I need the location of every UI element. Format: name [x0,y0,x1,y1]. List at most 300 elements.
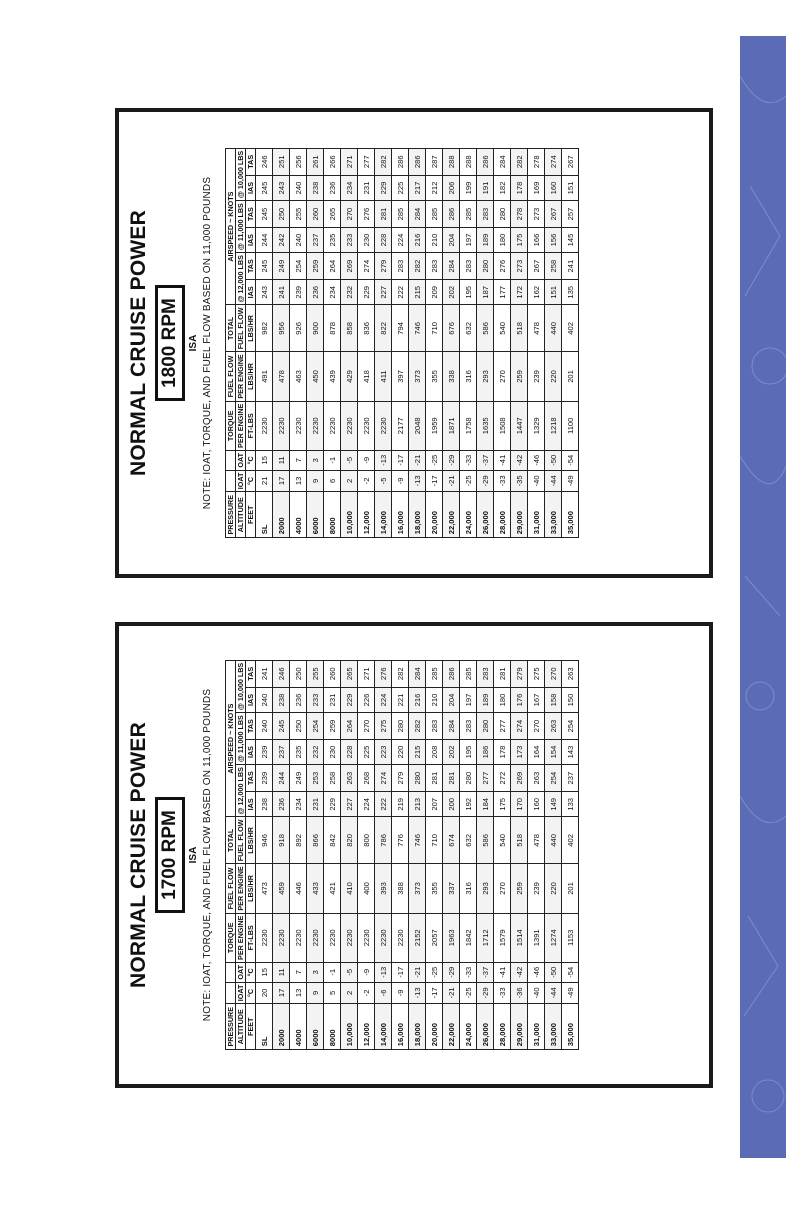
table-cell: 283 [460,253,477,280]
table-cell: 2230 [290,401,307,450]
table-cell: 267 [528,253,545,280]
table-cell: 9 [307,982,324,1004]
table-cell: 286 [443,660,460,687]
table-cell: -44 [545,982,562,1004]
table-cell: 822 [375,305,392,352]
table-cell: 280 [392,713,409,740]
table-cell: 224 [392,227,409,252]
table-cell: 400 [358,864,375,913]
table-row [307,148,324,537]
table-cell: 1758 [460,401,477,450]
table-cell: 232 [307,739,324,764]
table-cell: 17 [273,470,290,492]
table-cell: 491 [256,352,273,401]
table-cell: 227 [341,792,358,817]
table-row [528,660,545,1049]
table-cell: 143 [562,739,579,764]
altitude-cell: 14,000 [375,492,392,538]
table-cell: 1100 [562,401,579,450]
table-cell: -29 [443,450,460,470]
column-header: PER ENGINE [236,401,246,450]
table-cell: 244 [256,227,273,252]
table-cell: 260 [307,201,324,228]
column-header: LBS/HR [246,352,256,401]
table-cell: 263 [341,765,358,792]
column-header: TOTAL [226,305,236,352]
table-cell: 220 [545,864,562,913]
table-cell: 285 [460,660,477,687]
altitude-cell: 10,000 [341,1004,358,1050]
table-cell: 240 [290,175,307,200]
table-cell: 261 [307,148,324,175]
table-cell: -33 [494,470,511,492]
table-cell: 150 [562,687,579,712]
table-cell: 207 [426,792,443,817]
table-cell: 402 [562,305,579,352]
table-cell: 337 [443,864,460,913]
column-header: @ 10,000 LBS [236,148,246,200]
table-cell: 946 [256,817,273,864]
table-cell: 282 [511,148,528,175]
table-cell: 286 [443,201,460,228]
table-cell: 221 [392,687,409,712]
table-cell: 172 [511,280,528,305]
table-cell: 223 [375,739,392,764]
table-cell: 246 [273,660,290,687]
table-cell: -40 [528,470,545,492]
table-cell: 259 [511,864,528,913]
table-cell: -46 [528,450,545,470]
altitude-cell: 28,000 [494,492,511,538]
altitude-cell: 16,000 [392,1004,409,1050]
table-cell: 191 [477,175,494,200]
table-cell: -5 [375,470,392,492]
table-cell: 245 [256,253,273,280]
table-cell: 255 [290,201,307,228]
table-cell: 450 [307,352,324,401]
table-cell: 154 [545,739,562,764]
table-cell: 463 [290,352,307,401]
table-cell: 158 [545,687,562,712]
table-cell: 282 [409,713,426,740]
table-cell: 2230 [375,913,392,962]
table-cell: 180 [494,227,511,252]
column-header: IAS [246,175,256,200]
table-cell: 237 [307,227,324,252]
table-cell: 225 [358,739,375,764]
table-cell: 278 [511,201,528,228]
column-header: AIRSPEED ~ KNOTS [226,148,236,305]
table-cell: 878 [324,305,341,352]
altitude-cell: 20,000 [426,1004,443,1050]
table-cell: 229 [375,175,392,200]
table-cell: 280 [477,713,494,740]
table-cell: 2230 [392,913,409,962]
table-cell: 285 [460,201,477,228]
table-cell: 446 [290,864,307,913]
column-header: LBS/HR [246,864,256,913]
table-cell: 982 [256,305,273,352]
table-cell: 13 [290,982,307,1004]
table-cell: -13 [409,470,426,492]
table-cell: 1959 [426,401,443,450]
table-cell: 199 [460,175,477,200]
table-cell: 240 [256,687,273,712]
table-cell: 20 [256,982,273,1004]
table-cell: 273 [511,253,528,280]
table-cell: 276 [358,201,375,228]
table-row [545,660,562,1049]
table-cell: 820 [341,817,358,864]
table-cell: 287 [426,148,443,175]
table-cell: 421 [324,864,341,913]
table-cell: 244 [273,765,290,792]
header-row [236,660,246,1049]
table-cell: 251 [273,148,290,175]
altitude-cell: 2000 [273,492,290,538]
table-cell: -42 [511,450,528,470]
table-cell: 236 [290,687,307,712]
header-row [226,148,236,537]
column-header: IAS [246,739,256,764]
table-cell: 283 [426,253,443,280]
table-cell: 270 [528,713,545,740]
table-cell: 518 [511,305,528,352]
altitude-cell: 26,000 [477,1004,494,1050]
table-cell: 283 [460,713,477,740]
table-cell: 540 [494,305,511,352]
altitude-cell: 35,000 [562,1004,579,1050]
table-row [307,660,324,1049]
performance-table [225,148,579,538]
table-row [290,660,307,1049]
table-cell: 236 [307,280,324,305]
table-cell: 2177 [392,401,409,450]
table-cell: 280 [494,201,511,228]
table-cell: 237 [273,739,290,764]
column-header: FT-LBS [246,913,256,962]
table-cell: 279 [511,660,528,687]
table-row [426,660,443,1049]
table-cell: 178 [511,175,528,200]
table-cell: -2 [358,982,375,1004]
table-cell: 280 [477,253,494,280]
table-cell: -17 [426,470,443,492]
table-cell: 800 [358,817,375,864]
table-cell: -5 [341,962,358,982]
table-cell: 418 [358,352,375,401]
table-cell: 388 [392,864,409,913]
table-cell: 270 [494,864,511,913]
table-cell: 263 [528,765,545,792]
note-text: NOTE: IOAT, TORQUE, AND FUEL FLOW BASED ON 11,000 POUNDS [202,176,213,510]
table-cell: 411 [375,352,392,401]
table-cell: 209 [426,280,443,305]
table-cell: 293 [477,352,494,401]
column-header: @ 11,000 LBS [236,713,246,765]
altitude-cell: 4000 [290,1004,307,1050]
table-cell: 192 [460,792,477,817]
table-cell: 231 [358,175,375,200]
table-cell: 222 [375,792,392,817]
table-cell: 186 [477,739,494,764]
altitude-cell: 6000 [307,492,324,538]
table-cell: 195 [460,280,477,305]
table-cell: 201 [562,864,579,913]
column-header: IOAT [236,470,246,492]
table-cell: 245 [273,713,290,740]
table-cell: 270 [494,352,511,401]
altitude-cell: 10,000 [341,492,358,538]
table-cell: 236 [324,175,341,200]
table-cell: 254 [307,713,324,740]
map-pattern-icon [740,36,786,1158]
table-cell: -46 [528,962,545,982]
table-cell: 1153 [562,913,579,962]
table-cell: -54 [562,962,579,982]
table-cell: 2230 [341,913,358,962]
table-cell: 3 [307,450,324,470]
table-row [273,148,290,537]
table-cell: -49 [562,470,579,492]
table-cell: 1712 [477,913,494,962]
table-cell: -21 [443,470,460,492]
table-cell: 918 [273,817,290,864]
table-cell: 3 [307,962,324,982]
table-cell: 228 [341,739,358,764]
table-cell: 478 [528,817,545,864]
table-cell: -17 [392,450,409,470]
table-cell: 233 [307,687,324,712]
table-cell: 187 [477,280,494,305]
column-header: TORQUE [226,913,236,962]
table-cell: 233 [341,227,358,252]
column-header: @ 11,000 LBS [236,201,246,253]
table-row [409,148,426,537]
table-cell: 281 [443,765,460,792]
table-cell: 275 [528,660,545,687]
table-cell: 160 [545,175,562,200]
table-cell: 195 [460,739,477,764]
table-cell: 518 [511,817,528,864]
table-panel-1800-rpm [115,108,713,578]
table-cell: 250 [273,201,290,228]
isa-label: ISA [188,846,199,864]
table-cell: 216 [409,687,426,712]
table-cell: -44 [545,470,562,492]
table-cell: 2230 [358,401,375,450]
table-cell: 11 [273,450,290,470]
table-cell: -9 [392,982,409,1004]
table-cell: -40 [528,982,545,1004]
table-cell: -13 [409,982,426,1004]
column-header: PER ENGINE [236,864,246,913]
table-cell: 197 [460,227,477,252]
table-cell: 208 [426,739,443,764]
table-cell: 164 [528,739,545,764]
table-cell: 170 [511,792,528,817]
table-cell: 277 [494,713,511,740]
table-cell: 794 [392,305,409,352]
table-cell: 676 [443,305,460,352]
table-cell: 2230 [324,401,341,450]
column-header: ALTITUDE [236,1004,246,1050]
table-cell: 280 [460,765,477,792]
table-cell: 169 [528,175,545,200]
table-cell: 355 [426,864,443,913]
table-cell: 173 [511,739,528,764]
table-cell: 926 [290,305,307,352]
table-cell: 235 [324,227,341,252]
table-cell: 440 [545,305,562,352]
table-cell: 264 [324,253,341,280]
table-cell: -50 [545,962,562,982]
table-cell: -9 [392,470,409,492]
table-cell: 284 [494,148,511,175]
altitude-cell: 2000 [273,1004,290,1050]
table-cell: 836 [358,305,375,352]
table-cell: 439 [324,352,341,401]
table-cell: 586 [477,305,494,352]
table-cell: -29 [477,470,494,492]
altitude-cell: 26,000 [477,492,494,538]
table-row [562,148,579,537]
column-header: °C [246,982,256,1004]
table-cell: 241 [256,660,273,687]
table-cell: 892 [290,817,307,864]
column-header: °C [246,470,256,492]
table-row [460,148,477,537]
table-cell: 6 [324,470,341,492]
table-cell: 210 [426,687,443,712]
column-header: TAS [246,713,256,740]
table-cell: 162 [528,280,545,305]
table-cell: 316 [460,864,477,913]
table-cell: -42 [511,962,528,982]
table-cell: -9 [358,962,375,982]
table-cell: 279 [392,765,409,792]
table-cell: 269 [341,253,358,280]
column-header: FEET [246,1004,256,1050]
table-row [324,148,341,537]
table-row [460,660,477,1049]
table-cell: 283 [392,253,409,280]
altitude-cell: 12,000 [358,1004,375,1050]
table-row [392,660,409,1049]
table-cell: 245 [256,175,273,200]
table-row [341,148,358,537]
table-cell: 2152 [409,913,426,962]
table-cell: 240 [290,227,307,252]
table-cell: 281 [375,201,392,228]
table-cell: 285 [392,201,409,228]
table-cell: 265 [324,201,341,228]
table-cell: 202 [443,739,460,764]
table-cell: 674 [443,817,460,864]
table-cell: 228 [375,227,392,252]
altitude-cell: 4000 [290,492,307,538]
table-cell: 268 [358,765,375,792]
table-cell: 274 [511,713,528,740]
table-row [426,148,443,537]
table-cell: 373 [409,352,426,401]
altitude-cell: 14,000 [375,1004,392,1050]
table-cell: 776 [392,817,409,864]
altitude-cell: 18,000 [409,1004,426,1050]
table-row [409,660,426,1049]
table-cell: 540 [494,817,511,864]
table-cell: 184 [477,792,494,817]
column-header: FUEL FLOW [226,864,236,913]
table-cell: 286 [409,148,426,175]
table-cell: 234 [324,280,341,305]
table-cell: 7 [290,450,307,470]
table-cell: 189 [477,687,494,712]
table-cell: -25 [426,962,443,982]
table-cell: 180 [494,687,511,712]
altitude-cell: 24,000 [460,1004,477,1050]
table-cell: 17 [273,982,290,1004]
column-header: IAS [246,792,256,817]
table-cell: 277 [477,765,494,792]
table-cell: 241 [562,253,579,280]
table-cell: 632 [460,817,477,864]
table-cell: -1 [324,962,341,982]
note-text: NOTE: IOAT, TORQUE, AND FUEL FLOW BASED ON 11,000 POUNDS [202,688,213,1022]
table-cell: 2230 [341,401,358,450]
table-cell: 151 [562,175,579,200]
table-cell: 473 [256,864,273,913]
table-cell: 2230 [273,913,290,962]
table-cell: 220 [392,739,409,764]
table-row [443,148,460,537]
table-cell: 281 [494,660,511,687]
table-cell: 232 [341,280,358,305]
table-cell: 222 [392,280,409,305]
column-header: LBS/HR [246,817,256,864]
table-cell: 269 [511,765,528,792]
column-header: OAT [236,450,246,470]
table-cell: 230 [324,739,341,764]
table-row [290,148,307,537]
table-cell: 2057 [426,913,443,962]
altitude-cell: 6000 [307,1004,324,1050]
altitude-cell: 18,000 [409,492,426,538]
table-cell: 226 [358,687,375,712]
table-cell: 206 [443,175,460,200]
table-cell: -1 [324,450,341,470]
table-cell: 175 [511,227,528,252]
table-cell: 267 [545,201,562,228]
table-row [392,148,409,537]
table-cell: 231 [324,687,341,712]
table-cell: 286 [392,148,409,175]
table-cell: 281 [426,765,443,792]
table-cell: 288 [460,148,477,175]
table-cell: 254 [290,253,307,280]
table-cell: 2 [341,982,358,1004]
table-cell: 229 [358,280,375,305]
column-header-blank [226,982,236,1004]
table-row [341,660,358,1049]
table-cell: 316 [460,352,477,401]
table-cell: 229 [324,792,341,817]
table-panel-1700-rpm [115,622,713,1088]
table-cell: 270 [358,713,375,740]
table-cell: 217 [409,175,426,200]
table-cell: -33 [460,450,477,470]
table-cell: 286 [477,148,494,175]
